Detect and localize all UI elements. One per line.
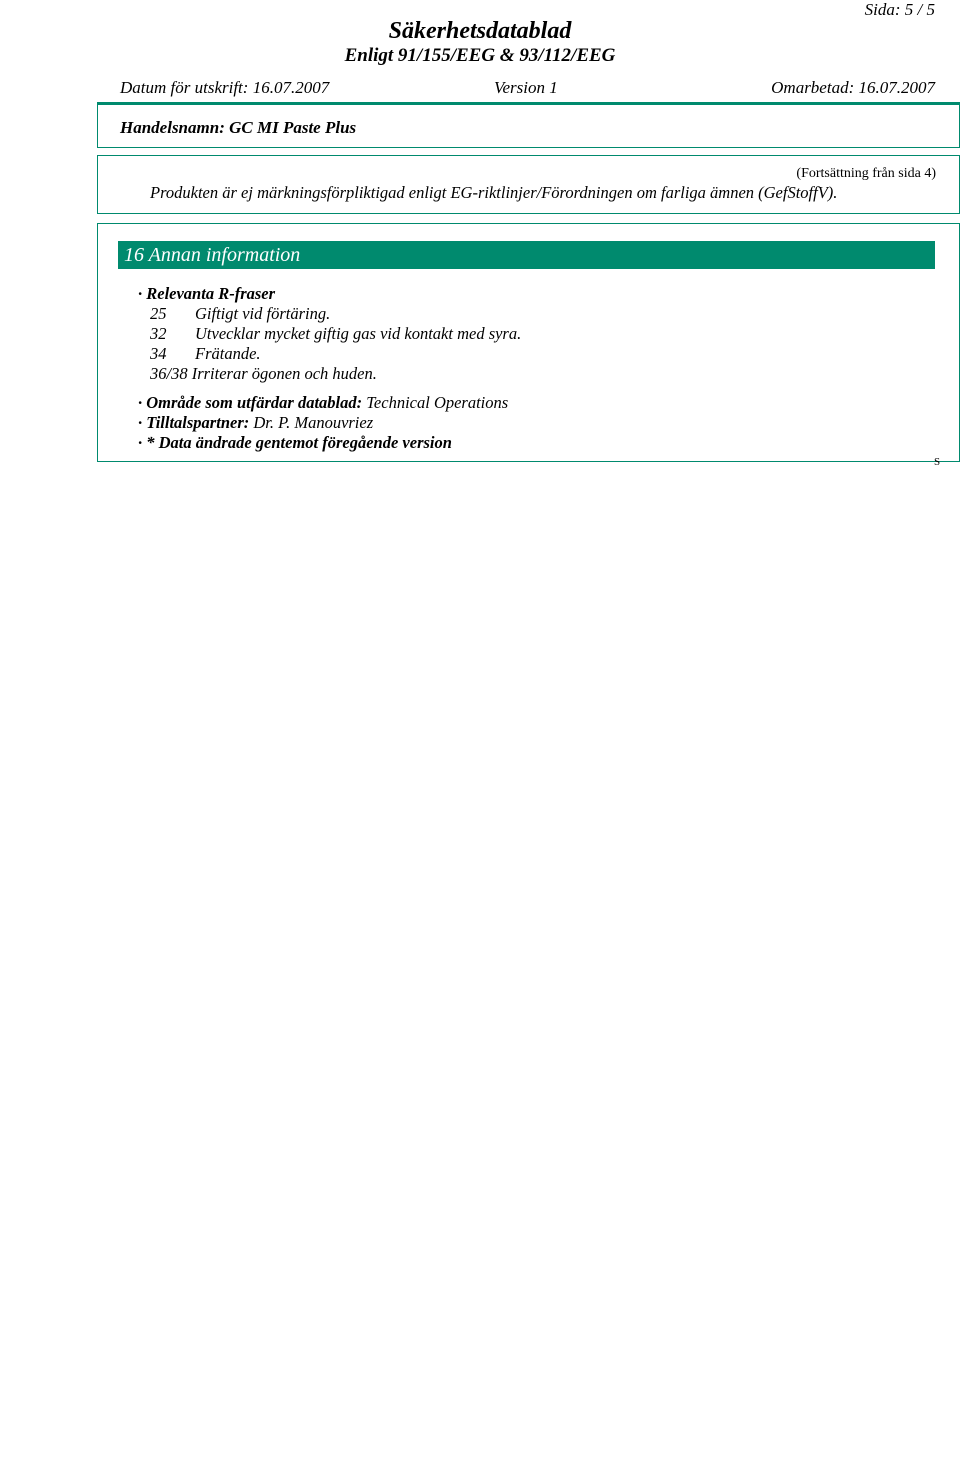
revised-date: Omarbetad: 16.07.2007 [771, 78, 935, 97]
version: Version 1 [494, 78, 558, 97]
r-phrase-text: Frätande. [195, 344, 261, 363]
r-phrase-code: 34 [150, 344, 167, 363]
issuer-value: Technical Operations [362, 393, 509, 412]
r-phrase-code: 36/38 [150, 364, 188, 383]
contact-label: · Tilltalspartner: [138, 413, 250, 432]
trade-name: Handelsnamn: GC MI Paste Plus [120, 118, 357, 137]
contact-line [138, 413, 373, 433]
r-phrase-item [150, 344, 261, 364]
issuer-line [138, 393, 508, 413]
r-phrase-item [150, 304, 330, 324]
document-subtitle: Enligt 91/155/EEG & 93/112/EEG [344, 45, 616, 66]
r-phrase-item [150, 324, 521, 344]
r-phrase-code: 25 [150, 304, 167, 323]
issuer-label: · Område som utfärdar datablad: [138, 393, 363, 412]
page-number: Sida: 5 / 5 [864, 0, 935, 19]
r-phrase-item [150, 364, 377, 384]
r-phrases-label: · Relevanta R-fraser [138, 284, 276, 303]
r-phrase-text: Irriterar ögonen och huden. [191, 364, 377, 383]
section-16-heading: 16 Annan information [118, 241, 935, 269]
labeling-notice: Produkten är ej märkningsförpliktigad enligt EG-riktlinjer/Förordningen om farliga ämnen (GefStoffV). [150, 183, 838, 202]
changed-data-note: · * Data ändrade gentemot föregående version [138, 433, 452, 452]
end-mark: S [934, 456, 941, 468]
document-title: Säkerhetsdatablad [388, 18, 572, 44]
continuation-note: (Fortsättning från sida 4) [796, 166, 936, 181]
print-date: Datum för utskrift: 16.07.2007 [120, 78, 330, 97]
r-phrase-code: 32 [150, 324, 167, 343]
r-phrase-text: Giftigt vid förtäring. [195, 304, 331, 323]
r-phrase-text: Utvecklar mycket giftig gas vid kontakt med syra. [195, 324, 522, 343]
contact-value: Dr. P. Manouvriez [249, 413, 374, 432]
